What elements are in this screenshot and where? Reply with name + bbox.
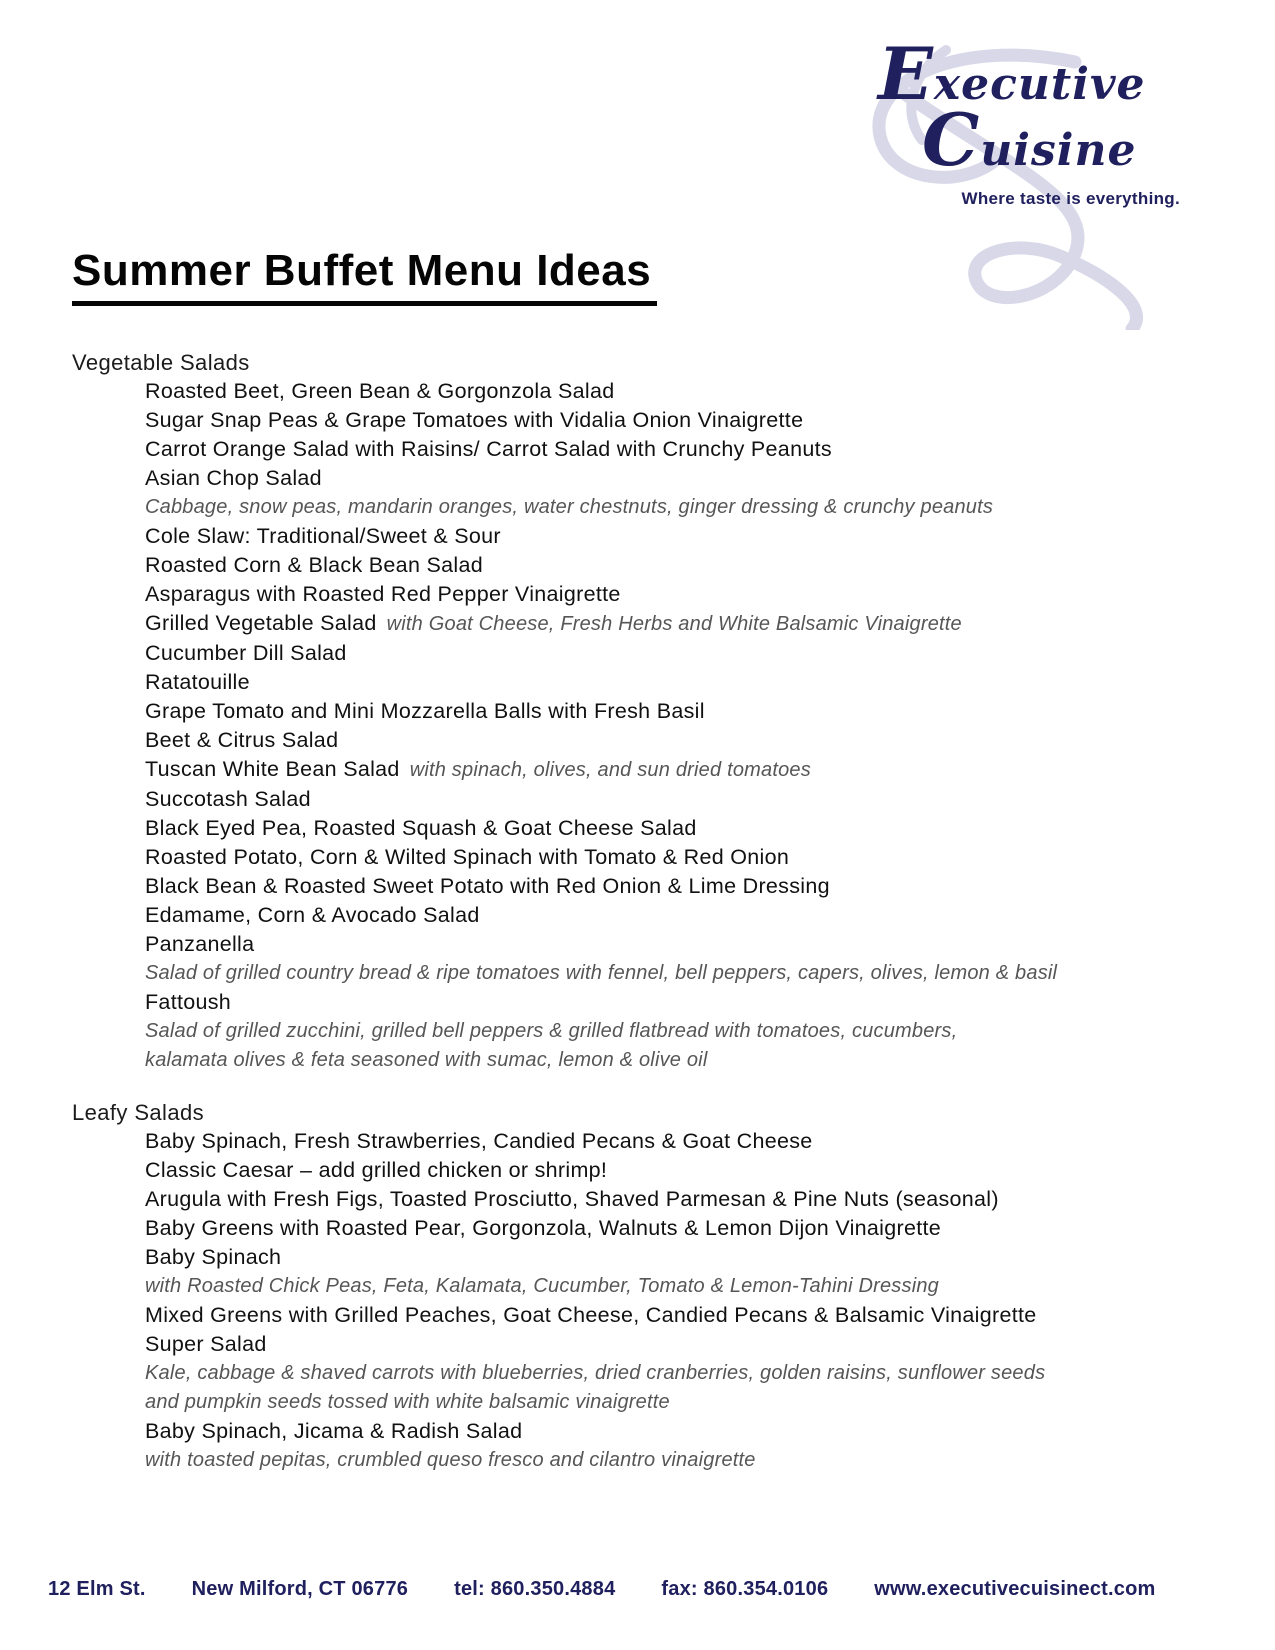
menu-item-description: and pumpkin seeds tossed with white balsamic vinaigrette [145, 1391, 670, 1413]
menu-item [72, 377, 1222, 406]
menu-item-text: Cucumber Dill Salad [145, 641, 347, 665]
menu-item-text: Arugula with Fresh Figs, Toasted Prosciutto, Shaved Parmesan & Pine Nuts (seasonal) [145, 1187, 999, 1211]
menu-item-text: Mixed Greens with Grilled Peaches, Goat Cheese, Candied Pecans & Balsamic Vinaigrette [145, 1303, 1037, 1327]
menu-item [72, 551, 1222, 580]
menu-item [72, 755, 1222, 785]
menu-item [72, 406, 1222, 435]
menu-item [72, 843, 1222, 872]
menu-body [72, 348, 1222, 1475]
menu-item-text: Super Salad [145, 1332, 267, 1356]
menu-item [72, 1185, 1222, 1214]
menu-item-description: Salad of grilled country bread & ripe tomatoes with fennel, bell peppers, capers, olives, lemon & basil [145, 962, 1058, 984]
menu-item-inline-description: with Goat Cheese, Fresh Herbs and White Balsamic Vinaigrette [386, 613, 962, 635]
menu-item-text: Grape Tomato and Mini Mozzarella Balls with Fresh Basil [145, 699, 705, 723]
menu-item [72, 697, 1222, 726]
menu-item-text: Sugar Snap Peas & Grape Tomatoes with Vidalia Onion Vinaigrette [145, 408, 804, 432]
menu-item-text: Roasted Corn & Black Bean Salad [145, 553, 483, 577]
section-heading: Vegetable Salads [72, 350, 250, 375]
menu-item-text: Asian Chop Salad [145, 466, 322, 490]
menu-item-text: Black Eyed Pea, Roasted Squash & Goat Cheese Salad [145, 816, 697, 840]
menu-item-text: Baby Greens with Roasted Pear, Gorgonzola, Walnuts & Lemon Dijon Vinaigrette [145, 1216, 942, 1240]
menu-item-description: Cabbage, snow peas, mandarin oranges, water chestnuts, ginger dressing & crunchy peanuts [145, 496, 994, 518]
menu-item [72, 522, 1222, 551]
footer-contact-line [48, 1578, 1228, 1601]
menu-item [72, 1214, 1222, 1243]
menu-item [72, 464, 1222, 493]
logo-tagline: Where taste is everything. [961, 189, 1180, 208]
menu-item-text: Baby Spinach, Fresh Strawberries, Candied Pecans & Goat Cheese [145, 1129, 813, 1153]
footer-street-address: 12 Elm St. [48, 1578, 146, 1600]
menu-item-description: with toasted pepitas, crumbled queso fresco and cilantro vinaigrette [145, 1449, 756, 1471]
menu-item-text: Grilled Vegetable Salad [145, 611, 377, 635]
menu-item-text: Panzanella [145, 932, 255, 956]
company-logo [850, 30, 1180, 320]
menu-item [72, 930, 1222, 959]
section-vegetable-salads [72, 348, 1222, 1075]
menu-item [72, 901, 1222, 930]
menu-item [72, 639, 1222, 668]
menu-item-text: Baby Spinach [145, 1245, 282, 1269]
logo-word-executive: Executive [878, 31, 1146, 116]
menu-item [72, 726, 1222, 755]
menu-item-text: Baby Spinach, Jicama & Radish Salad [145, 1419, 523, 1443]
menu-item [72, 1330, 1222, 1359]
menu-item [72, 435, 1222, 464]
menu-item-text: Fattoush [145, 990, 232, 1014]
menu-item [72, 872, 1222, 901]
menu-item-text: Roasted Potato, Corn & Wilted Spinach with Tomato & Red Onion [145, 845, 790, 869]
logo-word-cuisine: Cuisine [922, 97, 1137, 182]
menu-item-text: Carrot Orange Salad with Raisins/ Carrot Salad with Crunchy Peanuts [145, 437, 832, 461]
menu-item [72, 1156, 1222, 1185]
menu-item-text: Cole Slaw: Traditional/Sweet & Sour [145, 524, 501, 548]
menu-item-text: Classic Caesar – add grilled chicken or shrimp! [145, 1158, 608, 1182]
menu-item [72, 785, 1222, 814]
menu-item-description: Salad of grilled zucchini, grilled bell peppers & grilled flatbread with tomatoes, cucumbers, [145, 1020, 958, 1042]
menu-item-text: Roasted Beet, Green Bean & Gorgonzola Salad [145, 379, 615, 403]
menu-item-description: Kale, cabbage & shaved carrots with blueberries, dried cranberries, golden raisins, sunflower seeds [145, 1362, 1046, 1384]
menu-item-text: Tuscan White Bean Salad [145, 757, 400, 781]
menu-item [72, 609, 1222, 639]
menu-item [72, 580, 1222, 609]
menu-item-inline-description: with spinach, olives, and sun dried tomatoes [409, 759, 811, 781]
menu-item-text: Succotash Salad [145, 787, 311, 811]
menu-item [72, 1417, 1222, 1446]
footer-telephone: tel: 860.350.4884 [454, 1578, 616, 1600]
menu-item [72, 1127, 1222, 1156]
menu-item-text: Asparagus with Roasted Red Pepper Vinaigrette [145, 582, 621, 606]
menu-item-text: Ratatouille [145, 670, 250, 694]
menu-item [72, 988, 1222, 1017]
section-heading: Leafy Salads [72, 1100, 204, 1125]
menu-item [72, 668, 1222, 697]
footer-website: www.executivecuisinect.com [874, 1578, 1156, 1600]
page-title: Summer Buffet Menu Ideas [72, 246, 657, 306]
menu-item-description: kalamata olives & feta seasoned with sumac, lemon & olive oil [145, 1049, 708, 1071]
menu-item [72, 1243, 1222, 1272]
footer-fax: fax: 860.354.0106 [661, 1578, 829, 1600]
menu-item [72, 814, 1222, 843]
menu-item-text: Beet & Citrus Salad [145, 728, 339, 752]
menu-item [72, 1301, 1222, 1330]
logo-wordmark [860, 31, 1180, 208]
menu-item-description: with Roasted Chick Peas, Feta, Kalamata, Cucumber, Tomato & Lemon-Tahini Dressing [145, 1275, 939, 1297]
menu-item-text: Black Bean & Roasted Sweet Potato with Red Onion & Lime Dressing [145, 874, 830, 898]
section-leafy-salads [72, 1098, 1222, 1475]
footer-city-state-zip: New Milford, CT 06776 [191, 1578, 409, 1600]
menu-item-text: Edamame, Corn & Avocado Salad [145, 903, 480, 927]
